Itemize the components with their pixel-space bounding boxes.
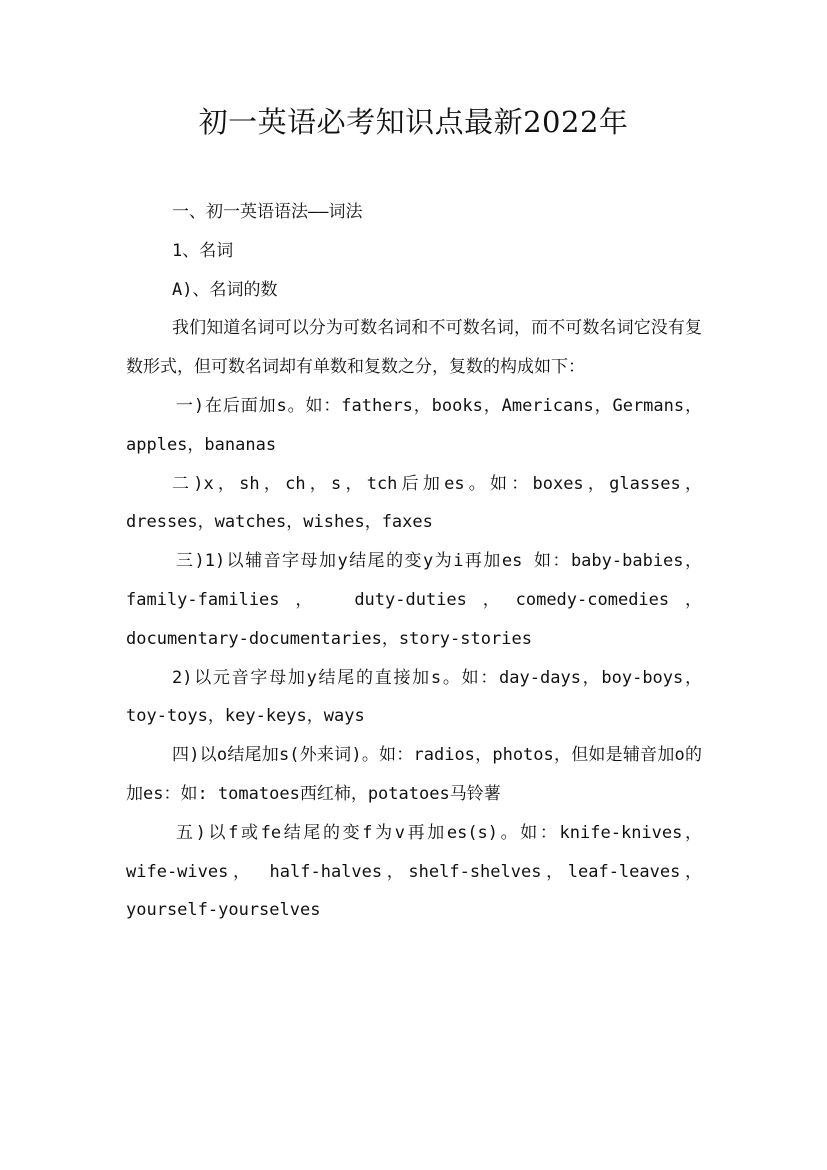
body-paragraph: 二)x，sh，ch，s，tch后加es。如：boxes，glasses，dresses，watches，wishes，faxes xyxy=(126,473,702,533)
document-title: 初一英语必考知识点最新2022年 xyxy=(198,105,629,139)
body-paragraph: 我们知道名词可以分为可数名词和不可数名词，而不可数名词它没有复数形式，但可数名词却有单数和复数之分，复数的构成如下： xyxy=(126,318,702,378)
subsection-heading: A)、名词的数 xyxy=(172,279,278,300)
subsection-heading: 1、名词 xyxy=(172,240,234,261)
body-paragraph: 四)以o结尾加s(外来词)。如：radios，photos，但如是辅音加o的加es：如: tomatoes西红柿，potatoes马铃薯 xyxy=(126,745,702,804)
body-paragraph: 三)1)以辅音字母加y结尾的变y为i再加es 如：baby-babies， family-families， duty-duties，comedy-comedies， documentary-documentaries，story-stories xyxy=(126,551,702,649)
section-heading: 一、初一英语语法——词法 xyxy=(172,202,363,222)
body-paragraph: 五)以f或fe结尾的变f为v再加es(s)。如：knife-knives， wife-wives， half-halves，shelf-shelves，leaf-leaves，yourself-yourselves xyxy=(126,822,702,921)
body-paragraph: 2)以元音字母加y结尾的直接加s。如：day-days，boy-boys，toy-toys，key-keys，ways xyxy=(126,667,702,727)
document-body xyxy=(126,193,702,930)
body-paragraph: 一)在后面加s。如：fathers，books，Americans，Germans，apples，bananas xyxy=(126,395,702,455)
